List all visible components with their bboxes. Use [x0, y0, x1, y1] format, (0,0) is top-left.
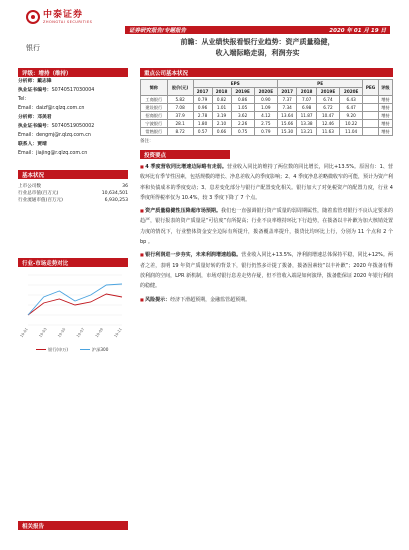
- table-subheader-row: 2017 2018 2019E 2020E 2017 2018 2019E 2020E: [141, 88, 393, 96]
- table-cell: [363, 112, 379, 120]
- industry-label: 银行: [26, 44, 40, 52]
- table-cell: 8.72: [167, 128, 193, 136]
- table-cell: 11.04: [340, 128, 363, 136]
- legend-label: 银行(申万): [48, 347, 69, 352]
- table-cell: 11.63: [316, 128, 339, 136]
- table-cell: 增持: [378, 104, 392, 112]
- contact-email[interactable]: Email：jiajing@r.qlzq.com.cn: [18, 151, 88, 156]
- table-cell: 7.07: [297, 96, 316, 104]
- x-tick-label: 19-01: [19, 327, 29, 339]
- table-cell: 1.80: [193, 120, 212, 128]
- table-cell: 28.1: [167, 120, 193, 128]
- table-cell: 4.12: [254, 112, 277, 120]
- table-cell: 3.19: [212, 112, 231, 120]
- main-content: [140, 68, 393, 305]
- company-table: [140, 79, 393, 136]
- logo-chinese-name: 中泰证券: [43, 9, 84, 20]
- table-row: [141, 104, 393, 112]
- company-name-cell: 招商银行: [141, 112, 168, 120]
- table-cell: 0.75: [231, 128, 254, 136]
- table-cell: 2.78: [193, 112, 212, 120]
- table-cell: 0.82: [212, 96, 231, 104]
- title-line-2: 收入端际略走弱，利润夯实: [215, 49, 300, 57]
- table-cell: 7.37: [277, 96, 296, 104]
- report-type: 证券研究报告/专题报告: [129, 28, 187, 34]
- logo-icon: [26, 10, 40, 24]
- table-cell: 增持: [378, 128, 392, 136]
- related-reports-header: 相关报告: [18, 521, 128, 530]
- basic-info-header: 基本状况: [18, 170, 128, 179]
- table-header-row: [141, 80, 393, 88]
- table-cell: 1.01: [212, 104, 231, 112]
- table-cell: 0.57: [193, 128, 212, 136]
- table-cell: 2.10: [212, 120, 231, 128]
- table-cell: 0.79: [254, 128, 277, 136]
- point-revenue: ■ 4 季度营收同比增速边际略有走弱。营业收入同比的维持了两位数的同比增长，同比+13.5%。原因有：1、营收环比有季节性因素，包括规模的增长、净息差收入的季度影响；2、4 季度净息差略微收窄的可能，预计为资产利率和负债成本的季度变动；3、息差变化部分与银行产配置变化相关。银行加大了对免税资产的配置力度，行业 4 季度所得税率仅为 10.4%，较 3 季度下降了 7 个点。: [140, 162, 393, 203]
- table-cell: 9.20: [340, 112, 363, 120]
- table-row: [141, 112, 393, 120]
- table-cell: 0.79: [193, 96, 212, 104]
- col-peg: PEG: [363, 80, 379, 96]
- table-cell: [363, 104, 379, 112]
- table-note: 备注：: [140, 139, 154, 144]
- table-cell: 7.34: [277, 104, 296, 112]
- table-cell: 增持: [378, 120, 392, 128]
- table-cell: 37.9: [167, 112, 193, 120]
- company-name-cell: 常熟银行: [141, 128, 168, 136]
- trend-chart-svg: [18, 267, 128, 357]
- company-table-header: 重点公司基本状况: [140, 68, 393, 77]
- stat-row: 行业总市值(百万元) 10,634,501: [18, 191, 128, 196]
- analyst-2: 分析师：邓美君: [18, 115, 52, 120]
- company-name-cell: 工商银行: [141, 96, 168, 104]
- analyst-1: 分析师：戴志锋: [18, 79, 52, 84]
- col-eps: EPS: [193, 80, 277, 88]
- table-cell: 7.08: [167, 104, 193, 112]
- analyst-2-cert: 执业证书编号：S0740519050002: [18, 124, 95, 129]
- table-row: [141, 120, 393, 128]
- table-cell: 1.09: [254, 104, 277, 112]
- table-cell: 5.82: [167, 96, 193, 104]
- analyst-1-email[interactable]: Email：daizf@r.qlzq.com.cn: [18, 106, 85, 111]
- table-cell: 11.87: [297, 112, 316, 120]
- table-row: [141, 96, 393, 104]
- series-line-0: [28, 294, 122, 315]
- analyst-1-name: 戴志锋: [37, 79, 52, 84]
- table-cell: 1.05: [231, 104, 254, 112]
- invest-header: 投资要点: [140, 150, 230, 159]
- table-cell: 3.62: [231, 112, 254, 120]
- table-cell: 10.47: [316, 112, 339, 120]
- stat-row: 行业流通市值(百万元) 6,930,253: [18, 198, 128, 203]
- stat-row: 上市公司数 36: [18, 184, 128, 189]
- contact-name: 贾靖: [37, 142, 47, 147]
- table-cell: 0.96: [193, 104, 212, 112]
- table-cell: 0.90: [254, 96, 277, 104]
- table-cell: 6.74: [316, 96, 339, 104]
- company-name-cell: 建设银行: [141, 104, 168, 112]
- analyst-2-email[interactable]: Email：dengmj@r.qlzq.com.cn: [18, 133, 91, 138]
- report-banner: [125, 26, 390, 34]
- analyst-sidebar: [18, 68, 128, 204]
- point-asset-quality: ■ 资产质量稳健性压降超市场预期。我们也一直强调银行资产质量的弱周期属性，随着监管对银行不良认定要求的趋严，银行报表的资产质量是“可信度”有所提高；行业不良率维持环比下行趋势，在拨备以丰补歉为加大核销处置力度的情况下，行业整体资金安全边际有所提升，拨备覆盖率提升，拨贷比均环比上行，分别为 11 个点和 2 个 bp 。: [140, 206, 393, 247]
- table-cell: 13.21: [297, 128, 316, 136]
- table-cell: 0.86: [231, 96, 254, 104]
- series-line-1: [28, 284, 122, 315]
- col-rating: 评级: [378, 80, 392, 96]
- title-line-1: 前瞻：从业绩快报看银行业趋势：资产质量稳健，: [180, 38, 335, 46]
- table-cell: 13.38: [297, 120, 316, 128]
- report-title: [125, 37, 390, 59]
- x-tick-label: 19-09: [94, 327, 105, 339]
- table-cell: 10.22: [340, 120, 363, 128]
- point-profit: ■ 银行利润进一步夯实，未来利润增速趋稳。营业收入同比+13.5%，净利润增速总体保持平稳，同比+12%。两者之差，表明 19 年资产质量好转的背景下，银行仍然多计提了拨备，拨备因素较“以丰补歉”；2020 年拨备有释放利润的空间，LPR 新机制，市场对银行息差走势存疑，但不管收入端是如何演绎，拨备能保证 2020 年银行利润的稳健。: [140, 250, 393, 291]
- x-tick-label: 19-11: [113, 327, 123, 339]
- table-cell: 6.47: [340, 104, 363, 112]
- table-cell: 13.64: [277, 112, 296, 120]
- logo-english-name: ZHONGTAI SECURITIES: [43, 19, 93, 24]
- table-cell: 0.66: [212, 128, 231, 136]
- analyst-1-cert: 执业证书编号：S0740517030004: [18, 88, 95, 93]
- table-cell: [363, 96, 379, 104]
- table-cell: 2.26: [231, 120, 254, 128]
- table-cell: 12.46: [316, 120, 339, 128]
- x-tick-label: 19-07: [75, 327, 86, 339]
- report-date: 2020 年 01 月 19 日: [329, 28, 386, 34]
- x-tick-label: 19-03: [38, 327, 48, 339]
- col-price: 股价(元): [167, 80, 193, 96]
- analyst-2-name: 邓美君: [37, 115, 52, 120]
- table-cell: [363, 120, 379, 128]
- x-tick-label: 19-05: [57, 327, 67, 339]
- basic-info-table: [18, 183, 128, 204]
- table-cell: 增持: [378, 96, 392, 104]
- table-cell: 6.72: [316, 104, 339, 112]
- table-row: [141, 128, 393, 136]
- table-cell: 2.75: [254, 120, 277, 128]
- legend-label: 沪深300: [92, 347, 109, 352]
- company-logo: [26, 10, 92, 24]
- table-cell: 增持: [378, 112, 392, 120]
- table-cell: 15.66: [277, 120, 296, 128]
- rating-badge: 评级：增持（维持）: [18, 68, 128, 77]
- table-cell: 6.98: [297, 104, 316, 112]
- market-trend-chart: [18, 258, 128, 358]
- point-risk: ■ 风险提示：经济下滑超预期，金融监管超预期。: [140, 295, 393, 305]
- chart-header: 行业-市场走势对比: [18, 258, 128, 267]
- col-pe: PE: [277, 80, 362, 88]
- col-name: 简称: [141, 80, 168, 96]
- table-cell: 6.43: [340, 96, 363, 104]
- related-reports: [18, 521, 128, 530]
- analyst-1-tel: Tel：: [18, 97, 30, 102]
- company-name-cell: 宁波银行: [141, 120, 168, 128]
- table-cell: 15.30: [277, 128, 296, 136]
- table-cell: [363, 128, 379, 136]
- contact: 联系人：贾靖: [18, 142, 47, 147]
